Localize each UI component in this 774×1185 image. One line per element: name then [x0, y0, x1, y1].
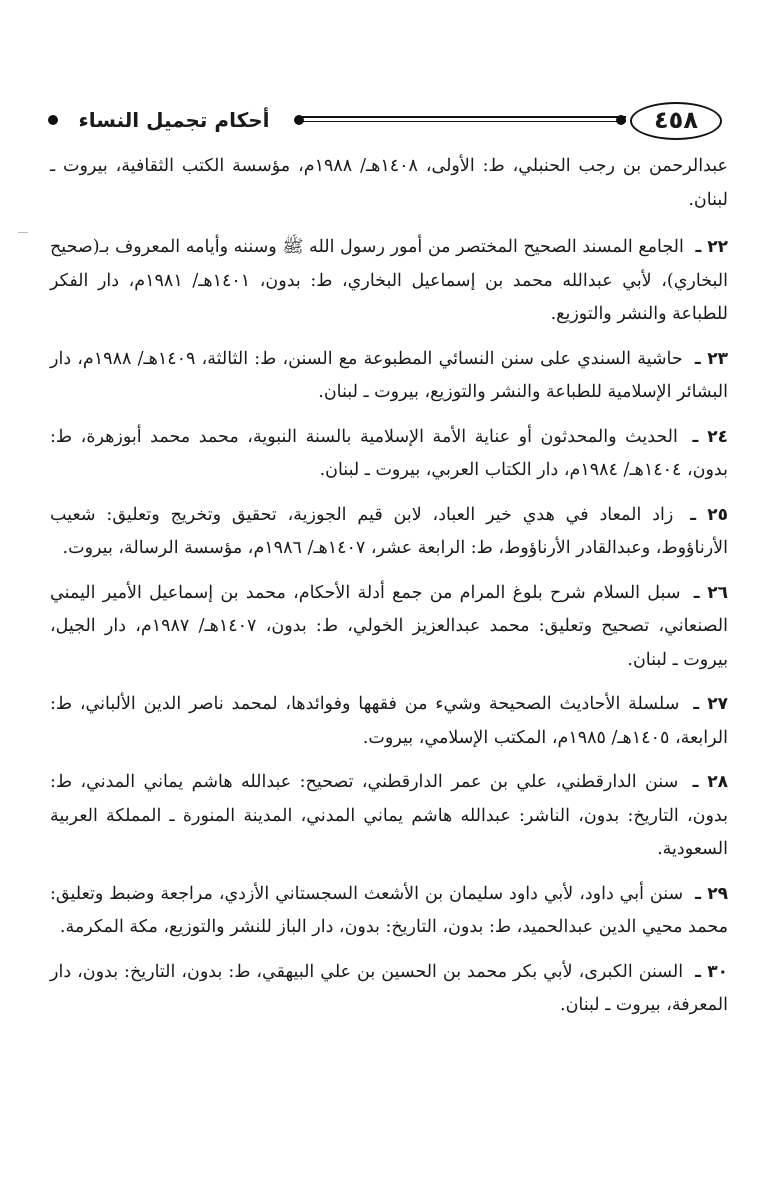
header-rule — [302, 116, 626, 124]
page-number: ٤٥٨ — [654, 106, 698, 134]
bibliography-entry — [50, 421, 728, 488]
entry-number: ٢٨ ـ — [692, 772, 728, 792]
entry-text: سلسلة الأحاديث الصحيحة وشيء من فقهها وفوائدها، لمحمد ناصر الدين الألباني، ط: الرابعة، ١٤٠٥هـ/ ١٩٨٥م، المكتب الإسلامي، بيروت. — [50, 694, 728, 748]
bibliography-entry — [50, 499, 728, 566]
continuation-text: عبدالرحمن بن رجب الحنبلي، ط: الأولى، ١٤٠٨هـ/ ١٩٨٨م، مؤسسة الكتب الثقافية، بيروت ـ لبنان. — [50, 156, 728, 210]
running-title: أحكام تجميل النساء — [78, 108, 270, 132]
bibliography-entry — [50, 577, 728, 678]
header-dot-middle — [294, 115, 304, 125]
bibliography-entry — [50, 688, 728, 755]
page-number-badge — [626, 102, 722, 142]
bibliography-entry — [50, 343, 728, 410]
entry-number: ٢٧ ـ — [693, 694, 728, 714]
entry-text: السنن الكبرى، لأبي بكر محمد بن الحسين بن علي البيهقي، ط: بدون، التاريخ: بدون، دار المعرفة، بيروت ـ لبنان. — [50, 961, 728, 1015]
entry-number: ٣٠ ـ — [695, 961, 728, 982]
entry-text: سبل السلام شرح بلوغ المرام من جمع أدلة الأحكام، محمد بن إسماعيل الأمير اليمني الصنعاني، تصحيح وتعليق: محمد عبدالعزيز الخولي، ط: بدون، ١٤٠٧هـ/ ١٩٨٧م، دار الجيل، بيروت ـ لبنان. — [50, 582, 728, 670]
entry-number: ٢٦ ـ — [693, 582, 728, 603]
header-rule-top-line — [302, 116, 626, 118]
bibliography-entry — [50, 956, 728, 1023]
entry-number: ٢٢ ـ — [695, 237, 728, 257]
bibliography-entry — [50, 878, 728, 945]
entry-text: الجامع المسند الصحيح المختصر من أمور رسول الله ﷺ وسننه وأيامه المعروف بـ(صحيح البخاري)، لأبي عبدالله محمد بن إسماعيل البخاري، ط: بدون، ١٤٠١هـ/ ١٩٨١م، دار الفكر للطباعة والنشر والتوزيع. — [50, 237, 728, 324]
bibliography-list — [50, 150, 728, 1034]
continuation-paragraph — [50, 150, 728, 217]
entry-number: ٢٤ ـ — [692, 426, 728, 447]
page-header — [48, 102, 722, 146]
entry-number: ٢٣ ـ — [694, 348, 728, 369]
header-dot-right — [616, 115, 626, 125]
entry-number: ٢٥ ـ — [690, 504, 728, 525]
bibliography-entry — [50, 231, 728, 332]
entry-number: ٢٩ ـ — [695, 883, 728, 904]
entry-text: سنن أبي داود، لأبي داود سليمان بن الأشعث السجستاني الأزدي، مراجعة وضبط وتعليق: محمد محيي الدين عبدالحميد، ط: بدون، التاريخ: بدون، دار الباز للنشر والتوزيع، مكة المكرمة. — [50, 883, 728, 937]
header-rule-bottom-line — [302, 121, 626, 122]
header-dot-left — [48, 115, 58, 125]
entry-text: سنن الدارقطني، علي بن عمر الدارقطني، تصحيح: عبدالله هاشم يماني المدني، ط: بدون، التاريخ: بدون، الناشر: عبدالله هاشم يماني المدني، المدينة المنورة ـ المملكة العربية السعودية. — [50, 772, 728, 859]
margin-mark — [18, 232, 28, 233]
bibliography-entry — [50, 766, 728, 867]
entry-text: الحديث والمحدثون أو عناية الأمة الإسلامية بالسنة النبوية، محمد محمد أبوزهرة، ط: بدون، ١٤٠٤هـ/ ١٩٨٤م، دار الكتاب العربي، بيروت ـ لبنان. — [50, 426, 728, 480]
entry-text: حاشية السندي على سنن النسائي المطبوعة مع السنن، ط: الثالثة، ١٤٠٩هـ/ ١٩٨٨م، دار البشائر الإسلامية للطباعة والنشر والتوزيع، بيروت ـ لبنان. — [50, 348, 728, 402]
entry-text: زاد المعاد في هدي خير العباد، لابن قيم الجوزية، تحقيق وتخريج وتعليق: شعيب الأرناؤوط، وعبدالقادر الأرناؤوط، ط: الرابعة عشر، ١٤٠٧هـ/ ١٩٨٦م، مؤسسة الرسالة، بيروت. — [50, 504, 728, 558]
